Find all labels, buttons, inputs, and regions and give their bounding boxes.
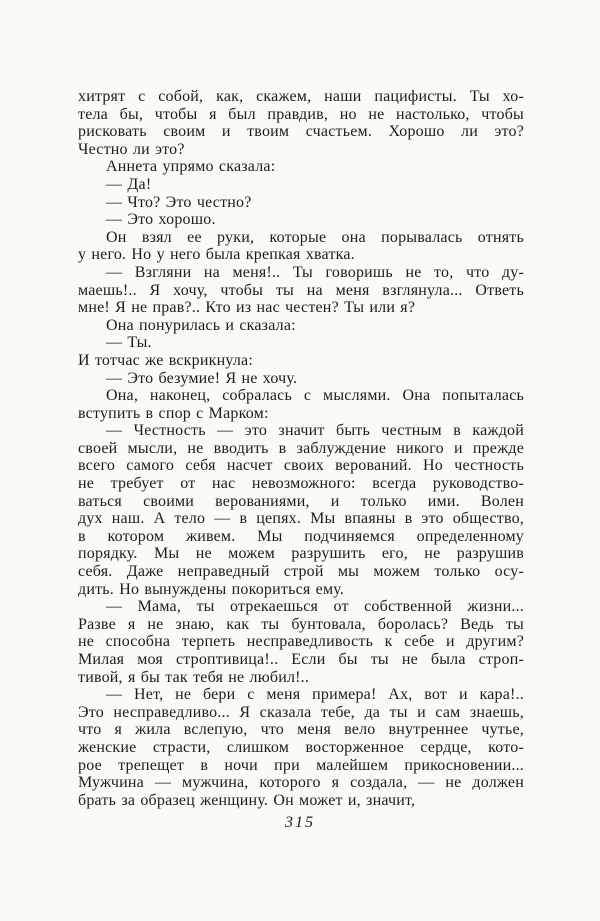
paragraph [78, 229, 524, 264]
paragraph [78, 387, 524, 422]
text-line: — Ты. [106, 334, 152, 352]
paragraph [78, 264, 524, 317]
text-line: дух наш. А тело — в цепях. Мы впаяны в это общество, [78, 510, 524, 528]
text-line: Это несправедливо... Я сказала тебе, да ты и сам знаешь, [78, 703, 524, 721]
text-line: вступить в спор с Марком: [78, 404, 269, 422]
paragraph [78, 686, 524, 809]
paragraph [78, 422, 524, 598]
text-line: тивой, я бы так тебя не любил!.. [78, 668, 310, 686]
text-line: не способна терпеть несправедливость к себе и другим? [78, 633, 524, 651]
paragraph [78, 334, 524, 352]
text-line: Милая моя строптивица!.. Если бы ты не была строп- [78, 651, 524, 668]
page-number: 315 [285, 814, 315, 831]
text-line: рое трепещет в ночи при малейшем прикосновении... [78, 756, 524, 774]
text-line: мне! Я не прав?.. Кто из нас честен? Ты или я? [78, 299, 416, 317]
text-line: порядку. Мы не можем разрушить его, не разрушив [78, 545, 524, 563]
text-line: — Да! [106, 175, 152, 193]
text-line: Честно ли это? [78, 140, 185, 158]
text-line: Она понурилась и сказала: [106, 316, 296, 334]
paragraph [78, 211, 524, 229]
text-line: Она, наконец, собралась с мыслями. Она попыталась [106, 387, 524, 405]
text-line: у него. Но у него была крепкая хватка. [78, 246, 355, 264]
text-line: — Это безумие! Я не хочу. [106, 369, 298, 387]
text-block [78, 88, 524, 809]
text-line: И тотчас же вскрикнула: [78, 351, 253, 369]
text-line: всего самого себя насчет своих верований. Но честность [78, 457, 524, 475]
paragraph [78, 88, 524, 158]
text-line: Он взял ее руки, которые она порывалась отнять [106, 228, 524, 246]
text-line: — Нет, не бери с меня примера! Ах, вот и кара!.. [106, 686, 524, 704]
text-line: — Честность — это значит быть честным в каждой [106, 422, 524, 440]
text-line: в котором живем. Мы подчиняемся определенному [78, 527, 524, 545]
paragraph [78, 370, 524, 388]
text-line: тела бы, чтобы я был правдив, но не настолько, чтобы [78, 105, 524, 123]
text-line: дить. Но вынуждены покориться ему. [78, 580, 345, 598]
paragraph [78, 176, 524, 194]
text-line: Разве я не знаю, как ты бунтовала, боролась? Ведь ты [78, 615, 524, 633]
text-line: — Что? Это честно? [106, 193, 252, 211]
text-line: маешь!.. Я хочу, чтобы ты на меня взглянула... Ответь [78, 281, 524, 299]
text-line: ваться своими верованиями, и только ими. Волен [78, 492, 524, 510]
paragraph [78, 352, 524, 370]
text-line: женские страсти, слишком восторженное сердце, кото- [78, 738, 524, 756]
paragraph [78, 598, 524, 686]
text-line: брать за образец женщину. Он может и, значит, [78, 791, 416, 809]
text-line: не требует от нас невозможного: всегда руководство- [78, 475, 524, 493]
text-line: что я жила вслепую, что меня вело внутреннее чутье, [78, 721, 524, 739]
text-line: Мужчина — мужчина, которого я создала, — не должен [78, 774, 524, 792]
paragraph [78, 158, 524, 176]
text-line: своей мысли, не вводить в заблуждение никого и прежде [78, 439, 524, 457]
paragraph [78, 194, 524, 212]
text-line: хитрят с собой, как, скажем, наши пацифисты. Ты хо- [78, 88, 524, 105]
text-line: Аннета упрямо сказала: [106, 158, 276, 176]
text-line: — Это хорошо. [106, 211, 216, 229]
text-line: — Мама, ты отрекаешься от собственной жизни... [106, 598, 524, 616]
paragraph [78, 317, 524, 335]
text-line: рисковать своим и твоим счастьем. Хорошо ли это? [78, 123, 524, 141]
text-line: — Взгляни на меня!.. Ты говоришь не то, что ду- [106, 263, 524, 281]
text-line: себя. Даже неправедный строй мы можем только осу- [78, 563, 524, 581]
